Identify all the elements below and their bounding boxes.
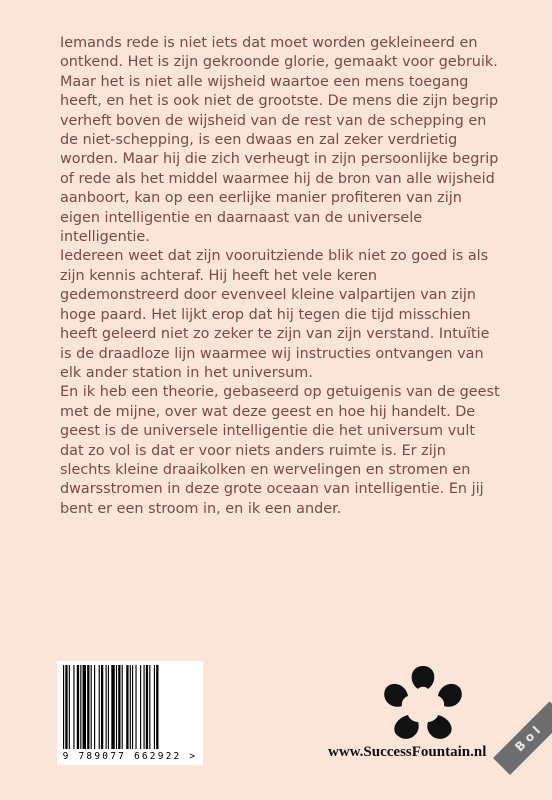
corner-ribbon <box>493 701 552 775</box>
paragraph: Iedereen weet dat zijn vooruitziende blik niet zo goed is als zijn kennis achteraf. Hij heeft het vele keren gedemonstreerd door evenveel kleine valpartijen van zijn hoge paard. Het lijkt erop dat hij tegen die tijd misschien heeft geleerd niet zo zeker te zijn van zijn verstand. Intuïtie is de draadloze lijn waarmee wij instructies ontvangen van elk ander station in het universum. <box>60 248 490 381</box>
paragraph: En ik heb een theorie, gebaseerd op getuigenis van de geest met de mijne, over wat deze geest en hoe hij handelt. De geest is de universele intelligentie die het universum vult dat zo vol is dat er voor niets anders ruimte is. Er zijn slechts kleine draaikolken en wervelingen en stromen en dwarsstromen in deze grote oceaan van intelligentie. En jij bent er een stroom in, en ik een ander. <box>60 384 500 517</box>
website-url: www.SuccessFountain.nl <box>328 744 487 760</box>
barcode-digits: 9 789077 662922 > <box>62 751 198 762</box>
ribbon-letters: Bol <box>512 720 546 755</box>
isbn-barcode <box>57 661 203 765</box>
back-cover-text <box>60 34 500 519</box>
five-petal-flower-logo-icon <box>378 662 468 744</box>
barcode-bars <box>61 665 199 749</box>
paragraph: Iemands rede is niet iets dat moet worden gekleineerd en ontkend. Het is zijn gekroonde glorie, gemaakt voor gebruik. Maar het is niet alle wijsheid waartoe een mens toegang heeft, en het is ook niet de grootste. De mens die zijn begrip verheft boven de wijsheid van de rest van de schepping en de niet-schepping, is een dwaas en zal zeker verdrietig worden. Maar hij die zich verheugt in zijn persoonlijke begrip of rede als het middel waarmee hij de bron van alle wijsheid aanboort, kan op een eerlijke manier profiteren van zijn eigen intelligentie en daarnaast van de universele intelligentie. <box>60 35 499 246</box>
